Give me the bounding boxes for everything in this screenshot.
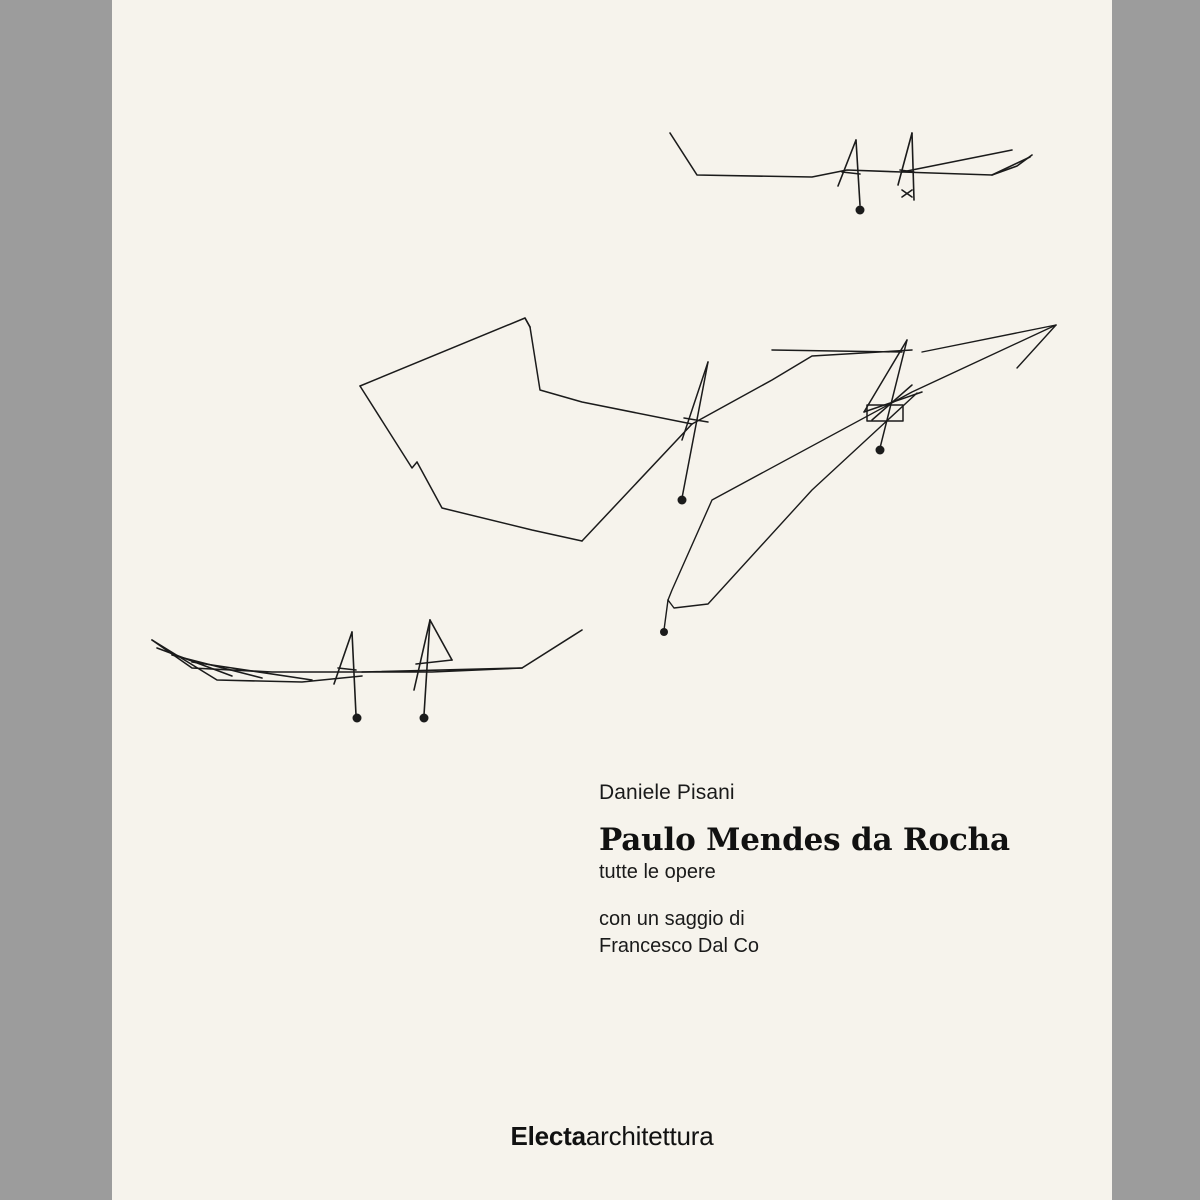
left-frame-band: [0, 0, 112, 1200]
book-subtitle: tutte le opere: [599, 861, 716, 884]
author-name: Daniele Pisani: [599, 781, 735, 804]
book-title: Paulo Mendes da Rocha: [599, 822, 1010, 859]
essay-credit-line-1: con un saggio di: [599, 908, 745, 931]
publisher-brand: Electa: [510, 1121, 586, 1151]
book-cover: [112, 0, 1112, 1200]
title-block: [599, 780, 1059, 960]
publisher-imprint: architettura: [585, 1121, 714, 1151]
publisher-logo: [112, 1121, 1112, 1152]
architectural-line-sketch: [112, 0, 1112, 1200]
essay-credit: [599, 906, 1059, 960]
essay-credit-line-2: Francesco Dal Co: [599, 935, 760, 958]
right-frame-band: [1112, 0, 1200, 1200]
cover-inner: [112, 0, 1112, 1200]
